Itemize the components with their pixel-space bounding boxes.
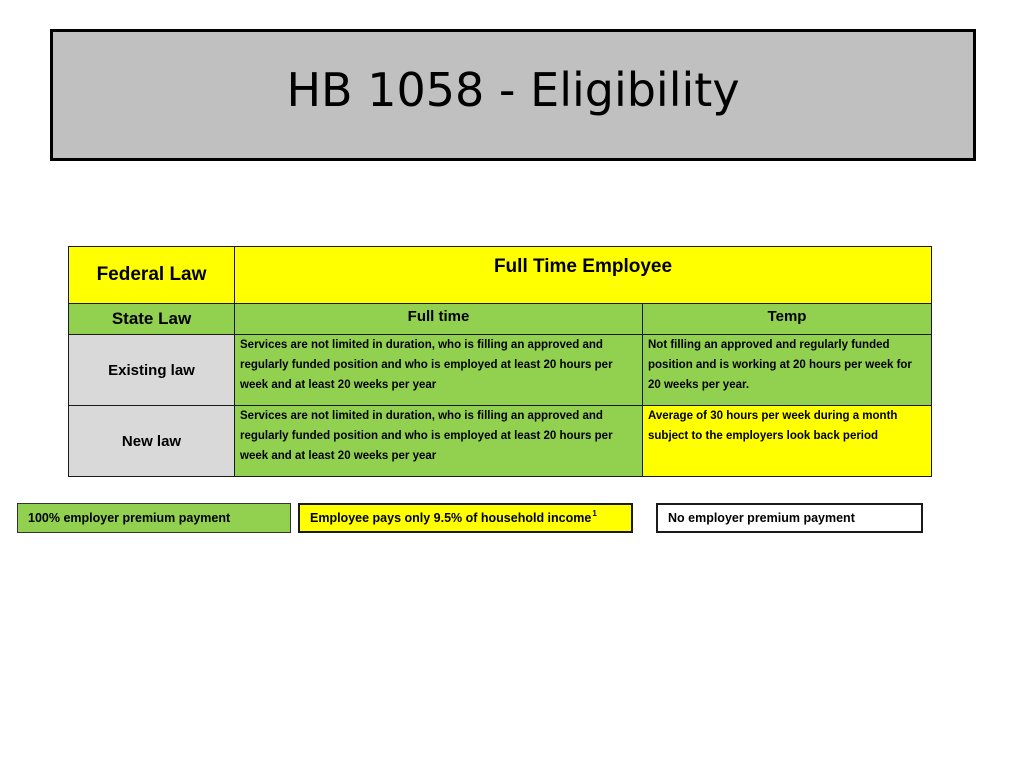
title-box — [50, 29, 976, 161]
row-label-new-law: New law — [69, 406, 235, 477]
legend-yellow-text: Employee pays only 9.5% of household income — [310, 511, 592, 525]
state-law-label: State Law — [69, 304, 235, 335]
legend-employee-pays-partial — [298, 503, 633, 533]
new-law-full-time-cell: Services are not limited in duration, who is filling an approved and regularly funded position and who is employed at least 20 hours per week and at least 20 weeks per year — [235, 406, 643, 477]
eligibility-table — [68, 246, 932, 477]
row-label-existing-law: Existing law — [69, 335, 235, 406]
legend-white-text: No employer premium payment — [668, 511, 855, 525]
legend-green-text: 100% employer premium payment — [28, 511, 231, 525]
federal-row — [69, 247, 932, 304]
column-header-temp: Temp — [643, 304, 932, 335]
state-row — [69, 304, 932, 335]
table-row-existing-law — [69, 335, 932, 406]
legend-no-employer-payment — [656, 503, 923, 533]
new-law-temp-cell: Average of 30 hours per week during a month subject to the employers look back period — [643, 406, 932, 477]
full-time-employee-header: Full Time Employee — [235, 247, 932, 304]
existing-law-temp-cell: Not filling an approved and regularly funded position and is working at 20 hours per week for 20 weeks per year. — [643, 335, 932, 406]
slide-title: HB 1058 - Eligibility — [286, 63, 740, 117]
legend-footnote-marker: 1 — [592, 508, 597, 518]
column-header-full-time: Full time — [235, 304, 643, 335]
table-row-new-law — [69, 406, 932, 477]
existing-law-full-time-cell: Services are not limited in duration, who is filling an approved and regularly funded position and who is employed at least 20 hours per week and at least 20 weeks per year — [235, 335, 643, 406]
federal-law-label: Federal Law — [69, 247, 235, 304]
legend-employer-pays-full — [17, 503, 291, 533]
